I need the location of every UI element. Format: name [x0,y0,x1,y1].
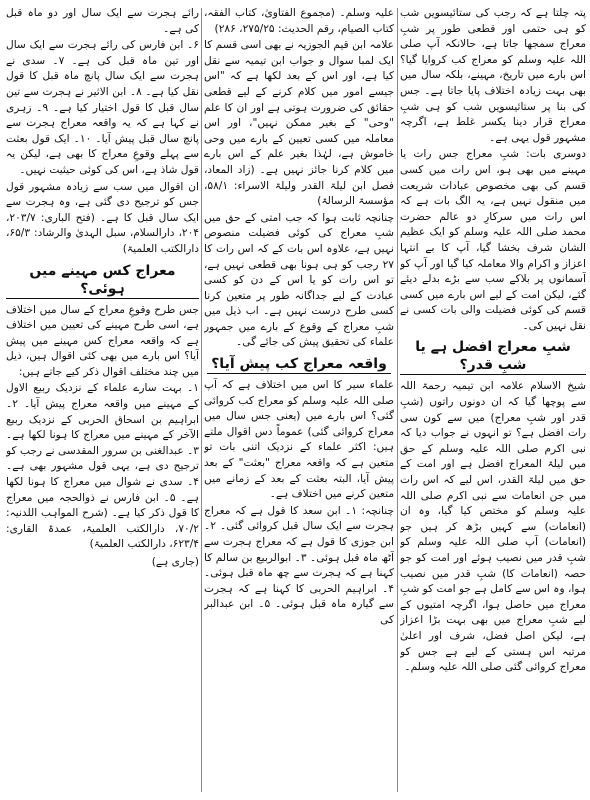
paragraph: ۱۔ بہت سارے علماء کے نزدیک ربیع الاول کے مہینے میں واقعہ معراج پیش آیا۔ ۲۔ ابراہیم بن اسحاق الحربی کے نزدیک ربیع الآخر کے مہینے میں معراج کا ہونا لکھا ہے۔ ۳۔ عبدالغنی بن سرور المقدسی نے رجب کو ترجیح دی ہے، یہی قول مشہور بھی ہے۔ ۴۔ سدی نے شوال میں معراج کا ہونا لکھا ہے۔ ۵۔ ابن فارس نے ذوالحجہ میں معراج کا قول ذکر کیا ہے۔ (شرح المواہب اللدنیہ: ۷۰/۲، دارالکتب العلمیۃ، عمدۃ القاری: ۶۲۳/۴، دارالکتب العلمیۃ) [6,382,199,551]
section-heading [204,355,394,374]
paragraph: چنانچہ: ۱۔ ابن سعد کا قول ہے کہ معراج ہجرت سے ایک سال قبل کروائی گئی۔ ۲۔ ابن جوزی کا قول ہے کہ معراج ہجرت سے آٹھ ماہ قبل ہوئی۔ ۳۔ ابوالربیع بن سالم کا کہنا ہے کہ ہجرت سے چھ ماہ قبل ہوئی۔ ۴۔ ابراہیم الحربی کا کہنا ہے کہ ہجرت سے گیارہ ماہ قبل ہوئی۔ ۵۔ ابن عبدالبر کی [204,504,394,626]
paragraph: علیہ وسلم۔ (مجموع الفتاویٰ، کتاب الفقہ، کتاب الصیام، رقم الحدیث: ۲۷۵/۲۵، ۲۸۶) [204,7,394,35]
paragraph: رائے ہجرت سے ایک سال اور دو ماہ قبل کی ہے۔ [6,7,199,35]
paragraph: علماء سیر کا اس میں اختلاف ہے کہ آپ صلی اللہ علیہ وسلم کو معراج کب کروائی گئی؟ اس بارے میں (یعنی جس سال میں معراج کروائی گئی) عموماً دس اقوال ملتے ہیں: اکثر علماء کے نزدیک اتنی بات تو متعین ہے کہ واقعہ معراج "بعثت" کے بعد پیش آیا، البتہ بعثت کے بعد کے زمانے میں متعین کرنے میں اختلاف ہے۔ [204,379,394,501]
paragraph: ۶۔ ابن فارس کی رائے ہجرت سے ایک سال اور تین ماہ قبل کی ہے۔ ۷۔ سدی نے ہجرت سے ایک سال پانچ ماہ قبل کا قول نقل کیا ہے۔ ۸۔ ابن الاثیر نے ہجرت سے تین سال قبل کا قول اختیار کیا ہے۔ ۹۔ زہری نے کہا ہے کہ یہ واقعہ معراج ہجرت سے پانچ سال قبل پیش آیا۔ ۱۰۔ ایک قول بعثت سے پہلے وقوعِ معراج کا بھی ہے، لیکن یہ قول شاذ ہے، اس کی کوئی حیثیت نہیں۔ [6,39,199,176]
paragraph: ان اقوال میں سب سے زیادہ مشہور قول جس کو ترجیح دی گئی ہے، وہ ہجرت سے ایک سال قبل کا ہے۔ (فتح الباری: ۲۰۳/۷، ۲۰۴، دارالسلام، سبل الہدیٰ والرشاد: ۶۵/۳، دارالکتب العلمیۃ) [6,180,199,255]
column-divider-right [397,8,398,792]
section-heading-text: شبِ معراج افضل ہے یا شبِ قدر؟ [400,338,586,375]
column-middle [204,6,394,796]
continued-note: (جاری ہے) [151,556,199,568]
paragraph: دوسری بات: شبِ معراج جس رات یا مہینے میں بھی ہو، اس رات میں کسی قسم کی بھی مخصوص عبادات شریعت میں منقول نہیں ہے، یہ الگ بات ہے کہ اس رات میں سرکارِ دو عالم حضرت محمد صلی اللہ علیہ وسلم کو ایک عظیم الشان شرف بخشا گیا، آپ کا بے انتہا اعزاز و اکرام والا معاملہ کیا گیا اور آپ کو آسمانوں پر بلاکے سب سے بڑے بدلے دیئے گئے، لیکن امت کے لیے اس بارے میں کسی قسم کی کوئی فضیلت والی بات کسی نے نقل نہیں کی۔ [400,148,586,332]
column-divider-left [201,8,202,792]
paragraph: پتہ چلتا ہے کہ رجب کی ستائیسویں شب کو ہی حتمی اور قطعی طور پر شبِ معراج سمجھا جاتا ہے، حالانکہ آپ صلی اللہ علیہ وسلم کو معراج کب کروایا گیا؟ اس بارے میں تاریخ، مہینے، بلکہ سال میں بھی بہت زیادہ اختلاف پایا جاتا ہے۔ جس کی بنا پر ستائیسویں شب کو ہی شبِ معراج قرار دینا یکسر غلط ہے، اگرچہ مشہور قول یہی ہے۔ [400,7,586,144]
paragraph: جس طرح وقوعِ معراج کے سال میں اختلاف ہے، اسی طرح مہینے کی تعیین میں اختلاف ہے کہ واقعہ معراج کس مہینے میں پیش آیا؟ اس بارے میں بھی کئی اقوال ہیں، ذیل میں چند مختلف اقوال ذکر کیے جاتے ہیں: [6,303,199,378]
section-heading [6,262,199,299]
paragraph: علامہ ابن قیم الجوزیہ نے بھی اسی قسم کا ایک لمبا سوال و جواب ابن تیمیہ سے نقل کیا ہے، اور اس کے بعد لکھا ہے کہ "اس جیسے امور میں کلام کرنے کے لیے قطعی حقائق کی ضرورت ہوتی ہے اور ان کا علم "وحی" کے بغیر ممکن نہیں"، اور اس معاملہ میں کسی تعیین کے بارے میں وحی خاموش ہے، لہٰذا بغیر علم کے اس بارے میں کلام کرنا جائز نہیں ہے۔ (زاد المعاد، فصل ابن لیلۃ القدر ولیلۃ الاسراء: ۵۸/۱، مؤسسۃ الرسالۃ) [204,39,394,208]
section-heading-text: معراج کس مہینے میں ہوئی؟ [6,262,199,299]
column-left [6,6,199,796]
column-right [400,6,586,796]
paragraph: چنانچہ ثابت ہوا کہ جب امتی کے حق میں شبِ معراج کی کوئی فضیلت منصوص نہیں ہے، علاوہ اس بات کے کہ اس رات کا ۲۷ رجب کو ہی ہونا بھی قطعی نہیں ہے، تو اس رات کو یا اس کے دن کو کسی عبادت کے لیے جداگانہ طور پر متعین کرنا کسی طرح درست نہیں ہے۔ اب ذیل میں شبِ معراج کے وقوع کے بارے میں جمہور علماء کی تحقیق پیش کی جائے گی۔ [204,211,394,349]
section-heading-text: واقعہ معراج کب پیش آیا؟ [207,355,391,374]
paragraph: شیخ الاسلام علامہ ابن تیمیہ رحمۃ اللہ سے پوچھا گیا کہ ان دونوں راتوں (شبِ قدر اور شبِ معراج) میں سے کون سی رات افضل ہے؟ تو انہوں نے جواب دیا کہ نبی اکرم صلی اللہ علیہ وسلم کے حق میں لیلۃ المعراج افضل ہے اور امت کے حق میں لیلۃ القدر، اس لیے کہ اس رات میں جن انعامات سے نبی اکرم صلی اللہ علیہ وسلم کو مختص کیا گیا، وہ ان (انعامات) سے کہیں بڑھ کر ہیں جو (انعامات) آپ صلی اللہ علیہ وسلم کو شبِ قدر میں نصیب ہوئے اور امت کو جو حصہ (انعامات کا) شبِ قدر میں نصیب ہوا، وہ اس سے کامل ہے جو امت کو شبِ معراج میں حاصل ہوا، اگرچہ امتیوں کے لیے شبِ معراج میں بھی بہت بڑا اعزاز ہے، لیکن اصل فضل، شرف اور اعلیٰ مرتبہ اس ہستی کے لیے ہے جس کو معراج کروائی گئی صلی اللہ علیہ وسلم۔ [400,380,586,674]
section-heading [400,338,586,375]
